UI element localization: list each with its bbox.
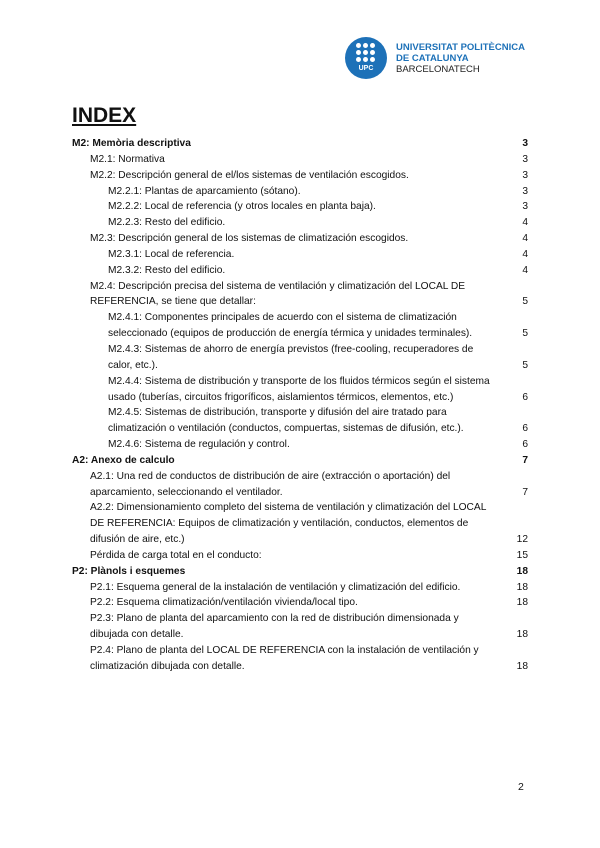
logo-line-3: BARCELONATECH <box>396 63 480 75</box>
toc-entry-text: climatización o ventilación (conductos, compuertas, sistemas de difusión, etc.). <box>108 423 464 435</box>
toc-entry[interactable] <box>72 405 528 437</box>
toc-entry-page: 18 <box>516 597 528 609</box>
toc-entry-text: M2.4.5: Sistemas de distribución, transporte y difusión del aire tratado para <box>108 407 447 419</box>
upc-logo <box>345 37 525 79</box>
toc-entry-page: 6 <box>522 391 528 403</box>
toc-entry[interactable] <box>72 580 528 596</box>
toc-entry-page: 6 <box>522 439 528 451</box>
toc-entry-page: 3 <box>522 153 528 165</box>
toc-entry-text: P2.1: Esquema general de la instalación de ventilación y climatización del edificio. <box>90 581 461 593</box>
upc-logo-mark <box>345 37 387 79</box>
toc-entry[interactable] <box>72 310 528 342</box>
toc-entry-page: 5 <box>522 296 528 308</box>
toc-entry-text: calor, etc.). <box>108 359 158 371</box>
toc-entry[interactable] <box>72 247 528 263</box>
toc-entry-text: M2.4.3: Sistemas de ahorro de energía previstos (free-cooling, recuperadores de <box>108 343 474 355</box>
toc-entry[interactable] <box>72 199 528 215</box>
toc-entry[interactable] <box>72 215 528 231</box>
toc-entry-text: P2: Plànols i esquemes <box>72 565 186 577</box>
toc-entry-page: 7 <box>522 486 528 498</box>
toc-entry-text: M2.1: Normativa <box>90 153 165 165</box>
toc-entry[interactable] <box>72 548 528 564</box>
toc-entry-text: M2.4.4: Sistema de distribución y transporte de los fluidos térmicos según el sistema <box>108 375 490 387</box>
logo-line-1: UNIVERSITAT POLITÈCNICA <box>396 41 525 53</box>
toc-entry-text: P2.3: Plano de planta del aparcamiento con la red de distribución dimensionada y <box>90 613 459 625</box>
toc-entry-page: 18 <box>516 629 528 641</box>
toc-entry-page: 12 <box>516 534 528 546</box>
toc-entry[interactable] <box>72 263 528 279</box>
toc-entry[interactable] <box>72 643 528 675</box>
toc-entry-page: 4 <box>522 233 528 245</box>
toc-entry-text: REFERENCIA, se tiene que detallar: <box>90 296 256 308</box>
toc-entry-text: A2.2: Dimensionamiento completo del sistema de ventilación y climatización del LOCAL <box>90 502 487 514</box>
toc-entry-text: P2.2: Esquema climatización/ventilación vivienda/local tipo. <box>90 597 358 609</box>
toc-entry[interactable] <box>72 168 528 184</box>
toc-entry[interactable] <box>72 279 528 311</box>
toc-entry-text: difusión de aire, etc.) <box>90 534 185 546</box>
toc-entry-text: climatización dibujada con detalle. <box>90 660 245 672</box>
toc-entry-text: M2.2: Descripción general de el/los sistemas de ventilación escogidos. <box>90 169 409 181</box>
toc-entry[interactable] <box>72 611 528 643</box>
toc-entry[interactable] <box>72 342 528 374</box>
toc-entry[interactable] <box>72 437 528 453</box>
toc-entry-text: A2.1: Una red de conductos de distribución de aire (extracción o aportación) del <box>90 470 451 482</box>
toc-entry-page: 3 <box>522 201 528 213</box>
toc-entry-page: 3 <box>522 138 528 149</box>
toc-entry-page: 15 <box>516 549 528 561</box>
toc-entry-text: Pérdida de carga total en el conducto: <box>90 549 262 561</box>
toc-entry-page: 6 <box>522 423 528 435</box>
toc-entry-page: 5 <box>522 359 528 371</box>
toc-entry[interactable] <box>72 453 528 469</box>
toc-entry-text: M2.3: Descripción general de los sistemas de climatización escogidos. <box>90 233 409 245</box>
toc-entry-text: P2.4: Plano de planta del LOCAL DE REFERENCIA con la instalación de ventilación y <box>90 645 479 656</box>
toc-entry-text: M2.4: Descripción precisa del sistema de ventilación y climatización del LOCAL DE <box>90 280 466 292</box>
toc-entry-page: 18 <box>516 660 528 672</box>
toc-entry-page: 4 <box>522 248 528 260</box>
toc-entry-page: 4 <box>522 217 528 229</box>
toc-entry-text: seleccionado (equipos de producción de energía térmica y unidades terminales). <box>108 328 473 340</box>
page-number: 2 <box>518 781 524 793</box>
index-title: INDEX <box>72 104 137 127</box>
toc-entry-text: dibujada con detalle. <box>90 629 184 641</box>
toc-entry-page: 7 <box>522 454 528 466</box>
toc-entry-page: 4 <box>522 264 528 276</box>
toc-entry-text: M2.2.3: Resto del edificio. <box>108 217 226 229</box>
toc-entry[interactable] <box>72 469 528 501</box>
toc-entry[interactable] <box>72 500 528 548</box>
toc-entry-text: M2.3.2: Resto del edificio. <box>108 264 226 276</box>
logo-mark-text: UPC <box>358 65 374 72</box>
logo-line-2: DE CATALUNYA <box>396 52 469 64</box>
toc-entry-text: M2.2.1: Plantas de aparcamiento (sótano). <box>108 185 301 197</box>
table-of-contents <box>72 136 528 675</box>
toc-entry-text: M2: Memòria descriptiva <box>72 138 191 149</box>
toc-entry[interactable] <box>72 564 528 580</box>
toc-entry-text: aparcamiento, seleccionando el ventilador. <box>90 486 283 498</box>
toc-entry-text: usado (tuberías, circuitos frigoríficos, aislamientos térmicos, elementos, etc.) <box>108 391 454 403</box>
toc-entry[interactable] <box>72 595 528 611</box>
toc-entry-page: 3 <box>522 185 528 197</box>
toc-entry-page: 18 <box>516 581 528 593</box>
toc-entry-text: M2.4.1: Componentes principales de acuerdo con el sistema de climatización <box>108 312 457 324</box>
toc-entry-text: A2: Anexo de calculo <box>72 454 175 466</box>
toc-entry-text: M2.4.6: Sistema de regulación y control. <box>108 439 290 451</box>
toc-entry[interactable] <box>72 136 528 152</box>
toc-entry-page: 5 <box>522 328 528 340</box>
toc-entry-text: DE REFERENCIA: Equipos de climatización y ventilación, conductos, elementos de <box>90 518 469 530</box>
toc-entry[interactable] <box>72 152 528 168</box>
toc-entry[interactable] <box>72 374 528 406</box>
toc-entry-text: M2.2.2: Local de referencia (y otros locales en planta baja). <box>108 201 376 213</box>
toc-entry-text: M2.3.1: Local de referencia. <box>108 248 235 260</box>
toc-entry[interactable] <box>72 231 528 247</box>
toc-entry-page: 3 <box>522 169 528 181</box>
toc-entry[interactable] <box>72 184 528 200</box>
toc-entry-page: 18 <box>516 565 528 577</box>
